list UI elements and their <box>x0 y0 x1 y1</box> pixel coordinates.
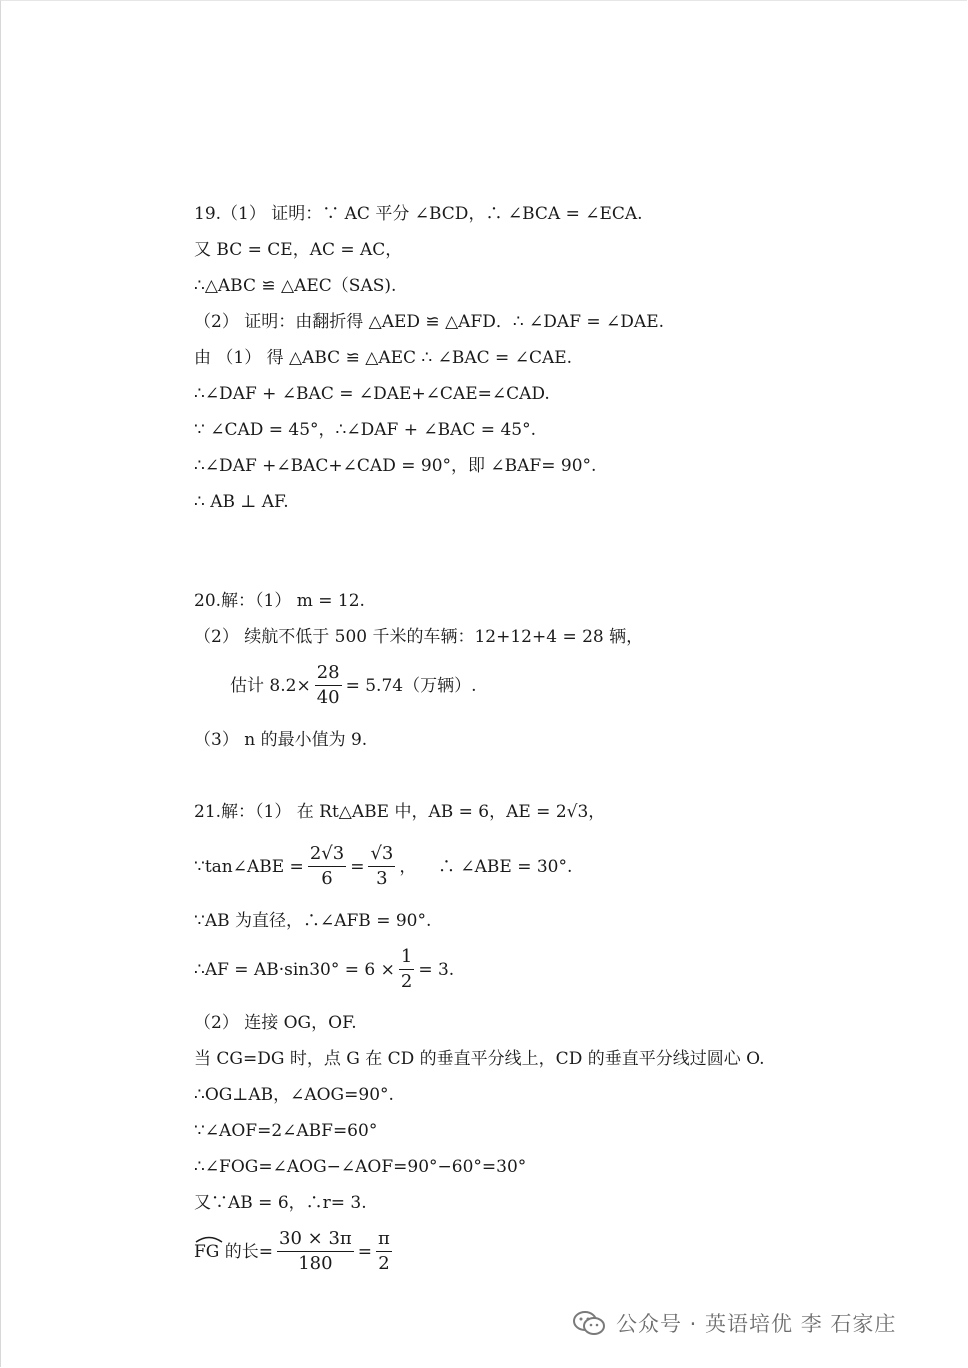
q19-line-1: 19.（1） 证明：∵ AC 平分 ∠BCD，∴ ∠BCA = ∠ECA. <box>194 204 643 224</box>
q20-fraction <box>315 662 342 709</box>
q20-line-1: 20.解：（1） m = 12. <box>194 591 365 611</box>
q21-arc-fraction-1-numerator: 30 × 3π <box>277 1228 354 1252</box>
q20-estimate-pre: 估计 8.2× <box>230 675 311 696</box>
q21-tan-fraction-1-denominator: 6 <box>321 868 333 889</box>
q20-fraction-numerator: 28 <box>315 662 342 686</box>
q21-af-fraction-numerator: 1 <box>399 946 414 970</box>
q19-line-8: ∴∠DAF +∠BAC+∠CAD = 90°，即 ∠BAF= 90°. <box>194 456 597 476</box>
q19-line-6: ∴∠DAF + ∠BAC = ∠DAE+∠CAE=∠CAD. <box>194 384 550 404</box>
q19-line-2: 又 BC = CE，AC = AC， <box>194 240 403 260</box>
q20-estimate-post: = 5.74（万辆）. <box>345 675 477 696</box>
q21-arc-fraction-1 <box>277 1228 354 1275</box>
q21-tan-fraction-1 <box>308 843 346 890</box>
q20-line-4: （3） n 的最小值为 9. <box>194 730 368 750</box>
q21-tan-fraction-1-numerator: 2√3 <box>308 843 346 867</box>
q21-af-post: = 3. <box>418 959 455 980</box>
q21-line-3: ∵AB 为直径，∴∠AFB = 90°. <box>194 911 432 931</box>
watermark <box>572 1308 896 1338</box>
q21-arc-equals: = <box>357 1241 372 1262</box>
q20-fraction-denominator: 40 <box>316 687 340 708</box>
q21-line-1: 21.解：（1） 在 Rt△ABE 中，AB = 6，AE = 2√3， <box>194 802 606 822</box>
q21-arc-fraction-2-numerator: π <box>376 1228 392 1252</box>
q21-line-8: ∵∠AOF=2∠ABF=60° <box>194 1121 378 1141</box>
watermark-text: 公众号 · 英语培优 李 石家庄 <box>616 1312 897 1336</box>
q21-line-6: 当 CG=DG 时，点 G 在 CD 的垂直平分线上，CD 的垂直平分线过圆心 O. <box>194 1049 765 1069</box>
q21-line-7: ∴OG⊥AB，∠AOG=90°. <box>194 1085 394 1105</box>
q21-af-fraction <box>399 946 414 993</box>
q19-line-4: （2） 证明：由翻折得 △AED ≌ △AFD．∴ ∠DAF = ∠DAE. <box>194 312 665 332</box>
q21-line-9: ∴∠FOG=∠AOG−∠AOF=90°−60°=30° <box>194 1157 527 1177</box>
q21-line-5: （2） 连接 OG，OF. <box>194 1013 357 1033</box>
q21-arc-fraction-2 <box>376 1228 392 1275</box>
q19-line-5: 由 （1） 得 △ABC ≌ △AEC ∴ ∠BAC = ∠CAE. <box>194 348 573 368</box>
q21-af-line <box>194 946 454 993</box>
q21-tan-fraction-2 <box>368 843 395 890</box>
q21-line-10: 又∵AB = 6，∴r= 3. <box>194 1193 367 1213</box>
q21-tan-equals: = <box>350 856 365 877</box>
q20-estimate-line <box>230 662 477 709</box>
q19-line-9: ∴ AB ⊥ AF. <box>194 492 289 512</box>
q21-tan-line <box>194 843 572 890</box>
q21-arc-length-line <box>194 1228 396 1275</box>
q19-line-7: ∵ ∠CAD = 45°，∴∠DAF + ∠BAC = 45°. <box>194 420 536 440</box>
q20-line-2: （2） 续航不低于 500 千米的车辆：12+12+4 = 28 辆， <box>194 627 644 647</box>
q21-af-fraction-denominator: 2 <box>400 971 413 992</box>
wechat-icon <box>572 1310 606 1336</box>
q21-tan-post: ， ∴ ∠ABE = 30°. <box>399 856 573 877</box>
q21-arc-length-label: FG 的长= <box>194 1241 274 1262</box>
q21-tan-fraction-2-denominator: 3 <box>376 868 388 889</box>
arc-symbol-icon <box>194 1235 224 1243</box>
q21-tan-fraction-2-numerator: √3 <box>368 843 395 867</box>
q21-arc-length-pre <box>194 1241 273 1263</box>
q21-arc-fraction-1-denominator: 180 <box>298 1253 333 1274</box>
q21-af-pre: ∴AF = AB·sin30° = 6 × <box>194 959 395 980</box>
q19-line-3: ∴△ABC ≌ △AEC（SAS). <box>194 276 397 296</box>
q21-arc-fraction-2-denominator: 2 <box>378 1253 390 1274</box>
q21-tan-pre: ∵tan∠ABE = <box>194 856 304 877</box>
